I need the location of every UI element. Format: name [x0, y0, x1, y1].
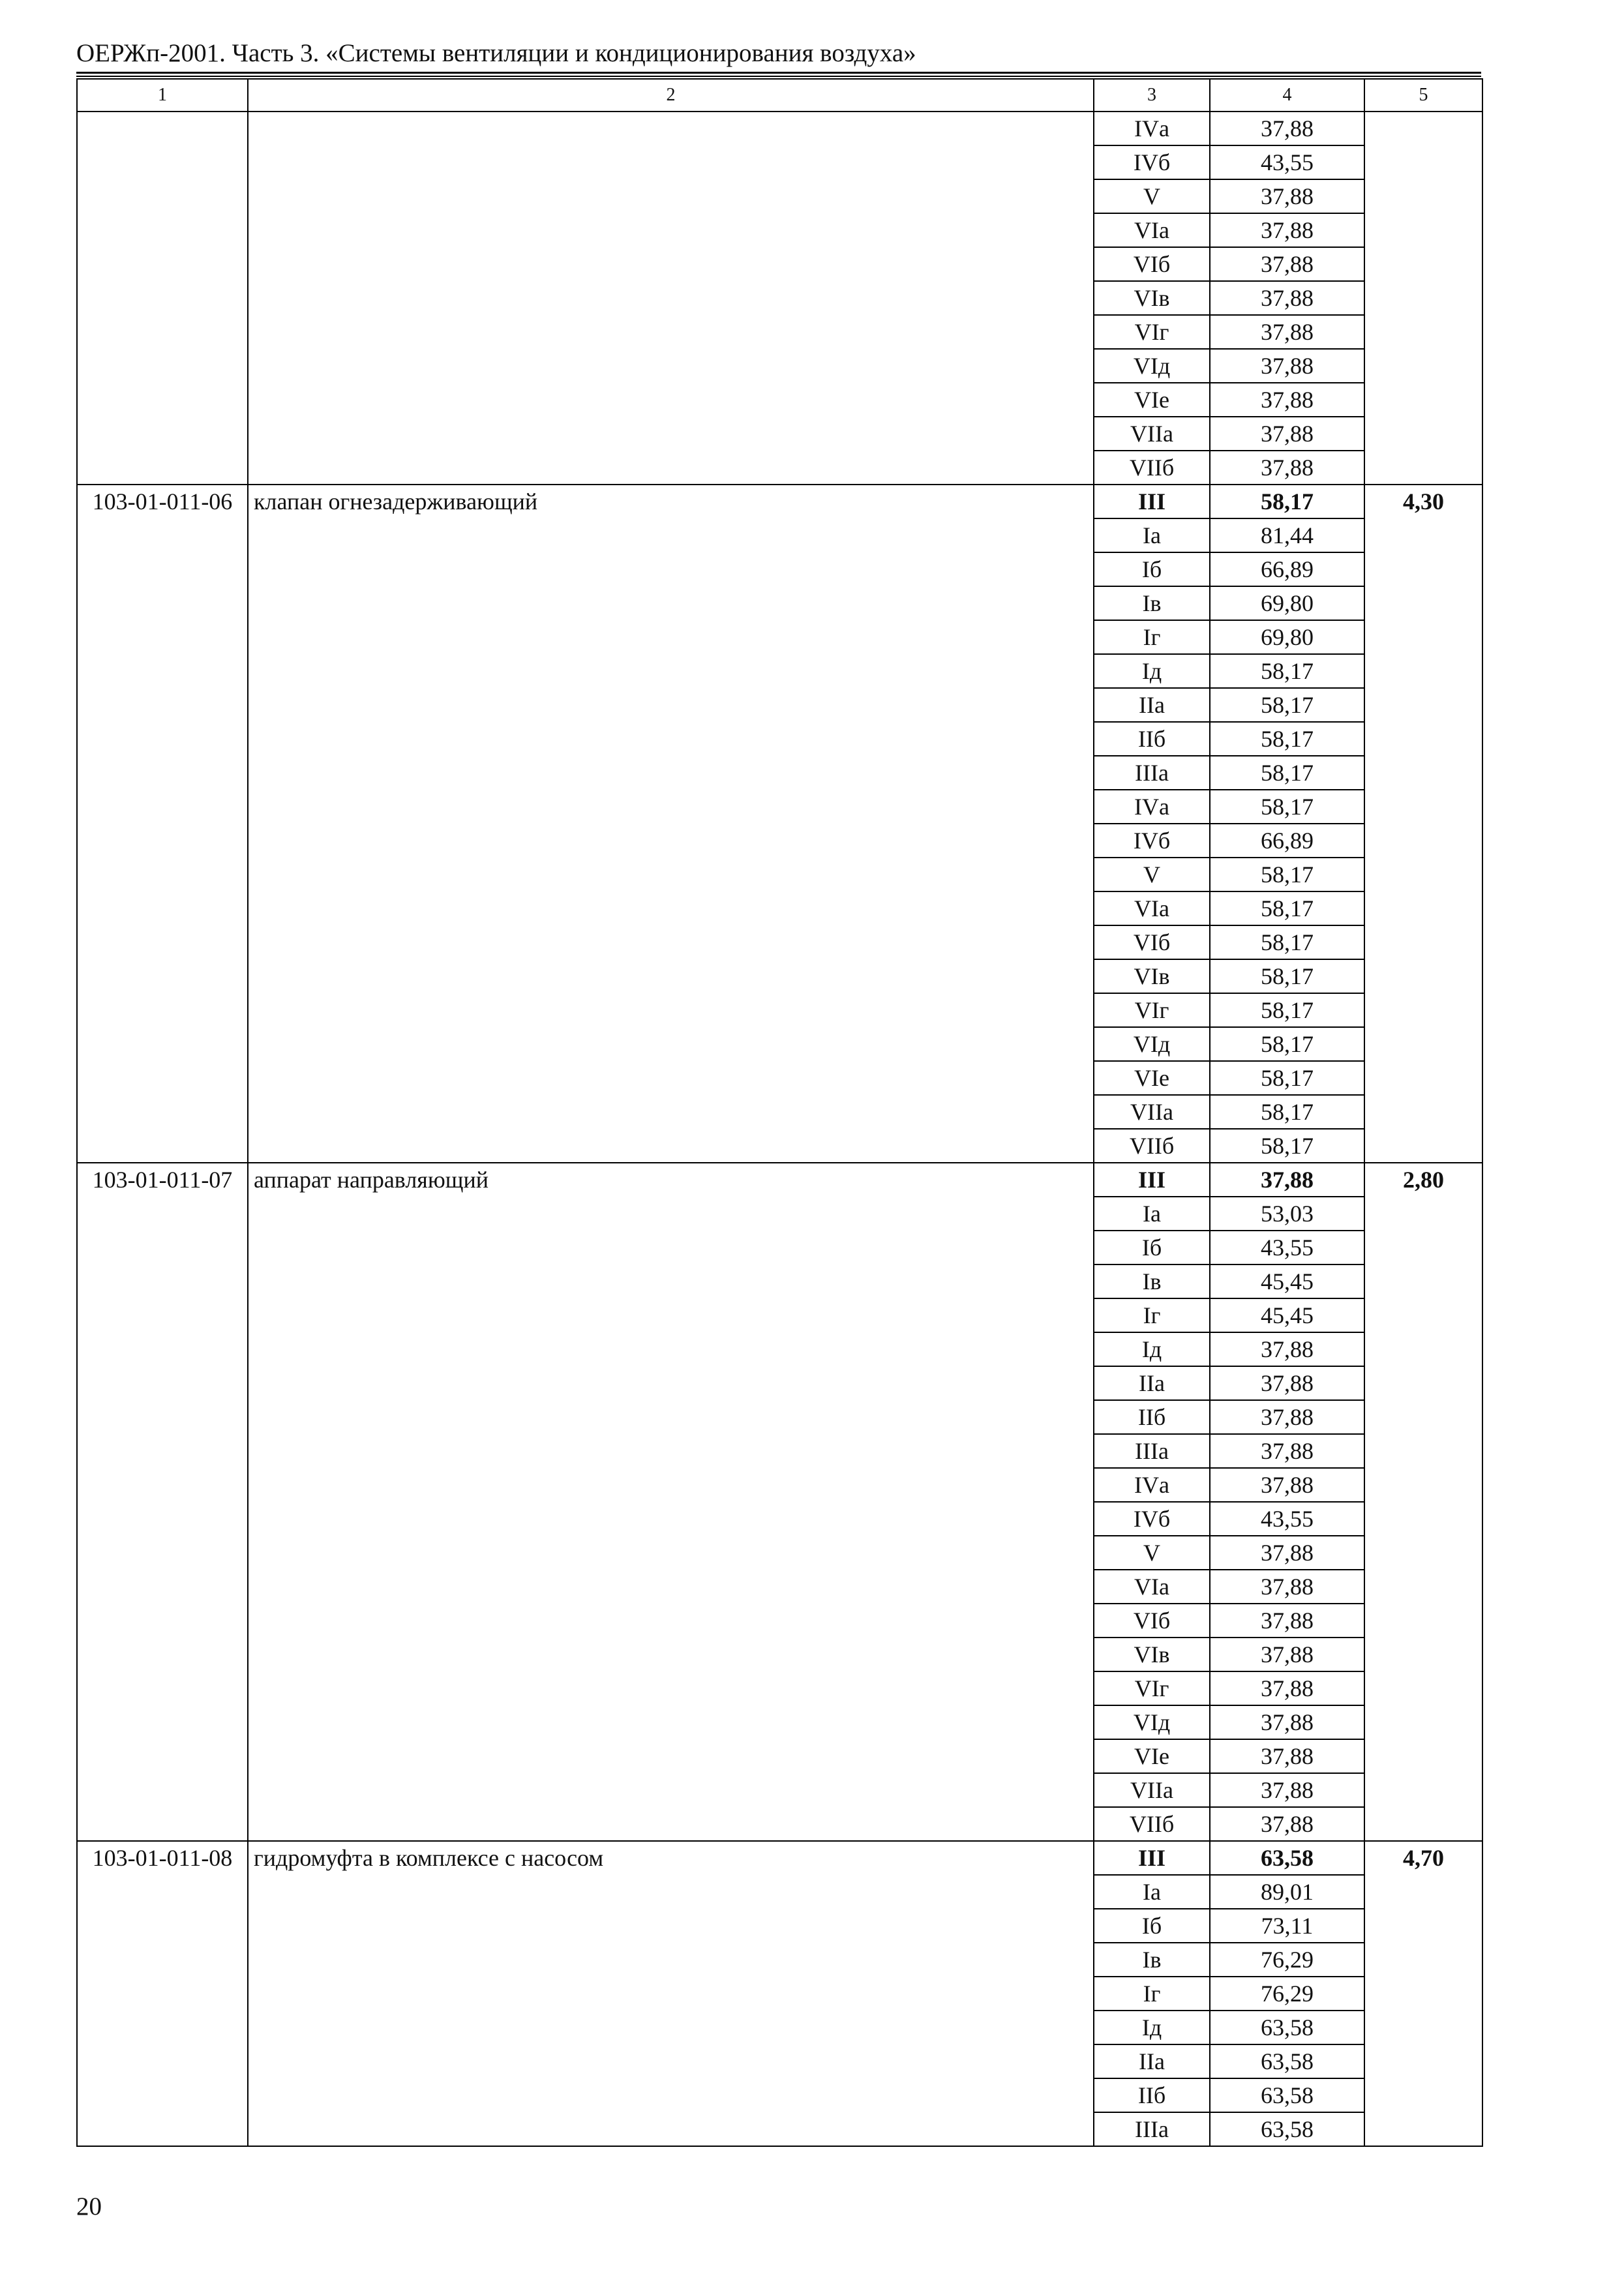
- rates-table: [76, 78, 1483, 2147]
- table-row: [77, 485, 1482, 518]
- zone-cell: IIIа: [1094, 2112, 1210, 2146]
- item-col5-cell: 2,80: [1364, 1163, 1482, 1841]
- zone-cell: IVб: [1094, 824, 1210, 858]
- price-cell: 58,17: [1210, 1027, 1364, 1061]
- zone-cell: Iд: [1094, 1332, 1210, 1366]
- price-cell: 66,89: [1210, 824, 1364, 858]
- price-cell: 37,88: [1210, 1739, 1364, 1773]
- price-cell: 37,88: [1210, 1604, 1364, 1638]
- zone-cell: VIг: [1094, 315, 1210, 349]
- price-cell: 58,17: [1210, 1129, 1364, 1163]
- price-cell: 43,55: [1210, 1502, 1364, 1536]
- price-cell: 37,88: [1210, 1400, 1364, 1434]
- zone-cell: VIб: [1094, 247, 1210, 281]
- zone-cell: VIд: [1094, 1705, 1210, 1739]
- zone-cell: VIIб: [1094, 1807, 1210, 1841]
- zone-cell: IIIа: [1094, 1434, 1210, 1468]
- page-number: 20: [76, 2192, 102, 2221]
- price-cell: 43,55: [1210, 145, 1364, 179]
- zone-cell: VIв: [1094, 959, 1210, 993]
- price-cell: 37,88: [1210, 315, 1364, 349]
- page-header-title: ОЕРЖп-2001. Часть 3. «Системы вентиляции и кондиционирования воздуха»: [76, 39, 916, 67]
- zone-cell: III: [1094, 1841, 1210, 1875]
- zone-cell: VIв: [1094, 281, 1210, 315]
- column-number-1: 1: [77, 79, 248, 112]
- price-cell: 63,58: [1210, 2112, 1364, 2146]
- price-cell: 53,03: [1210, 1197, 1364, 1231]
- column-number-4: 4: [1210, 79, 1364, 112]
- price-cell: 58,17: [1210, 654, 1364, 688]
- price-cell: 37,88: [1210, 281, 1364, 315]
- price-cell: 73,11: [1210, 1909, 1364, 1943]
- price-cell: 37,88: [1210, 1638, 1364, 1671]
- zone-cell: VIд: [1094, 1027, 1210, 1061]
- continued-col5-cell: [1364, 112, 1482, 485]
- zone-cell: VIа: [1094, 891, 1210, 925]
- zone-cell: VIе: [1094, 1061, 1210, 1095]
- price-cell: 37,88: [1210, 179, 1364, 213]
- price-cell: 58,17: [1210, 756, 1364, 790]
- price-cell: 37,88: [1210, 1807, 1364, 1841]
- price-cell: 69,80: [1210, 586, 1364, 620]
- column-number-3: 3: [1094, 79, 1210, 112]
- zone-cell: VIд: [1094, 349, 1210, 383]
- price-cell: 76,29: [1210, 1943, 1364, 1977]
- price-cell: 76,29: [1210, 1977, 1364, 2011]
- price-cell: 37,88: [1210, 383, 1364, 417]
- zone-cell: VIIб: [1094, 451, 1210, 485]
- column-number-5: 5: [1364, 79, 1482, 112]
- column-number-2: 2: [248, 79, 1094, 112]
- price-cell: 58,17: [1210, 993, 1364, 1027]
- zone-cell: Iг: [1094, 1977, 1210, 2011]
- price-cell: 37,88: [1210, 1570, 1364, 1604]
- price-cell: 37,88: [1210, 417, 1364, 451]
- price-cell: 58,17: [1210, 790, 1364, 824]
- zone-cell: VIа: [1094, 1570, 1210, 1604]
- price-cell: 58,17: [1210, 1061, 1364, 1095]
- zone-cell: Iв: [1094, 586, 1210, 620]
- zone-cell: V: [1094, 858, 1210, 891]
- item-col5-cell: 4,30: [1364, 485, 1482, 1163]
- price-cell: 37,88: [1210, 1536, 1364, 1570]
- header-rule: [76, 72, 1481, 77]
- zone-cell: IVа: [1094, 790, 1210, 824]
- zone-cell: VIб: [1094, 925, 1210, 959]
- price-cell: 58,17: [1210, 925, 1364, 959]
- zone-cell: VIе: [1094, 1739, 1210, 1773]
- zone-cell: Iв: [1094, 1264, 1210, 1298]
- price-cell: 58,17: [1210, 858, 1364, 891]
- zone-cell: IIб: [1094, 2078, 1210, 2112]
- price-cell: 58,17: [1210, 688, 1364, 722]
- item-code-cell: 103-01-011-08: [77, 1841, 248, 2146]
- item-code-cell: 103-01-011-07: [77, 1163, 248, 1841]
- price-cell: 58,17: [1210, 1095, 1364, 1129]
- price-cell: 63,58: [1210, 2044, 1364, 2078]
- table-row: [77, 112, 1482, 145]
- price-cell: 63,58: [1210, 2078, 1364, 2112]
- item-code-cell: 103-01-011-06: [77, 485, 248, 1163]
- zone-cell: VIIб: [1094, 1129, 1210, 1163]
- price-cell: 66,89: [1210, 552, 1364, 586]
- price-cell: 43,55: [1210, 1231, 1364, 1264]
- zone-cell: Iб: [1094, 1909, 1210, 1943]
- continued-name-cell: [248, 112, 1094, 485]
- price-cell: 58,17: [1210, 485, 1364, 518]
- continued-code-cell: [77, 112, 248, 485]
- zone-cell: VIа: [1094, 213, 1210, 247]
- price-cell: 63,58: [1210, 1841, 1364, 1875]
- zone-cell: VIIа: [1094, 417, 1210, 451]
- zone-cell: Iб: [1094, 552, 1210, 586]
- zone-cell: Iа: [1094, 1197, 1210, 1231]
- price-cell: 58,17: [1210, 722, 1364, 756]
- zone-cell: Iд: [1094, 654, 1210, 688]
- zone-cell: VIе: [1094, 383, 1210, 417]
- zone-cell: VIв: [1094, 1638, 1210, 1671]
- price-cell: 37,88: [1210, 1773, 1364, 1807]
- zone-cell: IIIа: [1094, 756, 1210, 790]
- price-cell: 37,88: [1210, 1671, 1364, 1705]
- zone-cell: IIа: [1094, 688, 1210, 722]
- price-cell: 37,88: [1210, 1705, 1364, 1739]
- zone-cell: IIб: [1094, 1400, 1210, 1434]
- price-cell: 58,17: [1210, 891, 1364, 925]
- zone-cell: Iг: [1094, 1298, 1210, 1332]
- zone-cell: VIIа: [1094, 1773, 1210, 1807]
- zone-cell: Iа: [1094, 518, 1210, 552]
- price-cell: 37,88: [1210, 112, 1364, 145]
- zone-cell: IVа: [1094, 112, 1210, 145]
- zone-cell: IIб: [1094, 722, 1210, 756]
- price-cell: 37,88: [1210, 213, 1364, 247]
- price-cell: 37,88: [1210, 247, 1364, 281]
- zone-cell: Iв: [1094, 1943, 1210, 1977]
- price-cell: 37,88: [1210, 451, 1364, 485]
- zone-cell: IVб: [1094, 145, 1210, 179]
- zone-cell: IVб: [1094, 1502, 1210, 1536]
- price-cell: 89,01: [1210, 1875, 1364, 1909]
- zone-cell: Iа: [1094, 1875, 1210, 1909]
- zone-cell: IIа: [1094, 1366, 1210, 1400]
- zone-cell: Iг: [1094, 620, 1210, 654]
- price-cell: 63,58: [1210, 2011, 1364, 2044]
- price-cell: 45,45: [1210, 1298, 1364, 1332]
- price-cell: 58,17: [1210, 959, 1364, 993]
- price-cell: 37,88: [1210, 1332, 1364, 1366]
- price-cell: 37,88: [1210, 1434, 1364, 1468]
- zone-cell: V: [1094, 1536, 1210, 1570]
- price-cell: 37,88: [1210, 1163, 1364, 1197]
- rates-table-body: [77, 79, 1482, 2146]
- column-numbers-row: [77, 79, 1482, 112]
- price-cell: 69,80: [1210, 620, 1364, 654]
- zone-cell: VIг: [1094, 993, 1210, 1027]
- zone-cell: VIг: [1094, 1671, 1210, 1705]
- price-cell: 37,88: [1210, 1366, 1364, 1400]
- zone-cell: III: [1094, 1163, 1210, 1197]
- zone-cell: VIIа: [1094, 1095, 1210, 1129]
- price-cell: 37,88: [1210, 1468, 1364, 1502]
- zone-cell: V: [1094, 179, 1210, 213]
- item-name-cell: гидромуфта в комплексе с насосом: [248, 1841, 1094, 2146]
- zone-cell: Iб: [1094, 1231, 1210, 1264]
- zone-cell: Iд: [1094, 2011, 1210, 2044]
- zone-cell: IVа: [1094, 1468, 1210, 1502]
- table-row: [77, 1163, 1482, 1197]
- item-name-cell: аппарат направляющий: [248, 1163, 1094, 1841]
- price-cell: 45,45: [1210, 1264, 1364, 1298]
- price-cell: 81,44: [1210, 518, 1364, 552]
- price-cell: 37,88: [1210, 349, 1364, 383]
- zone-cell: IIа: [1094, 2044, 1210, 2078]
- zone-cell: III: [1094, 485, 1210, 518]
- zone-cell: VIб: [1094, 1604, 1210, 1638]
- item-col5-cell: 4,70: [1364, 1841, 1482, 2146]
- table-row: [77, 1841, 1482, 1875]
- item-name-cell: клапан огнезадерживающий: [248, 485, 1094, 1163]
